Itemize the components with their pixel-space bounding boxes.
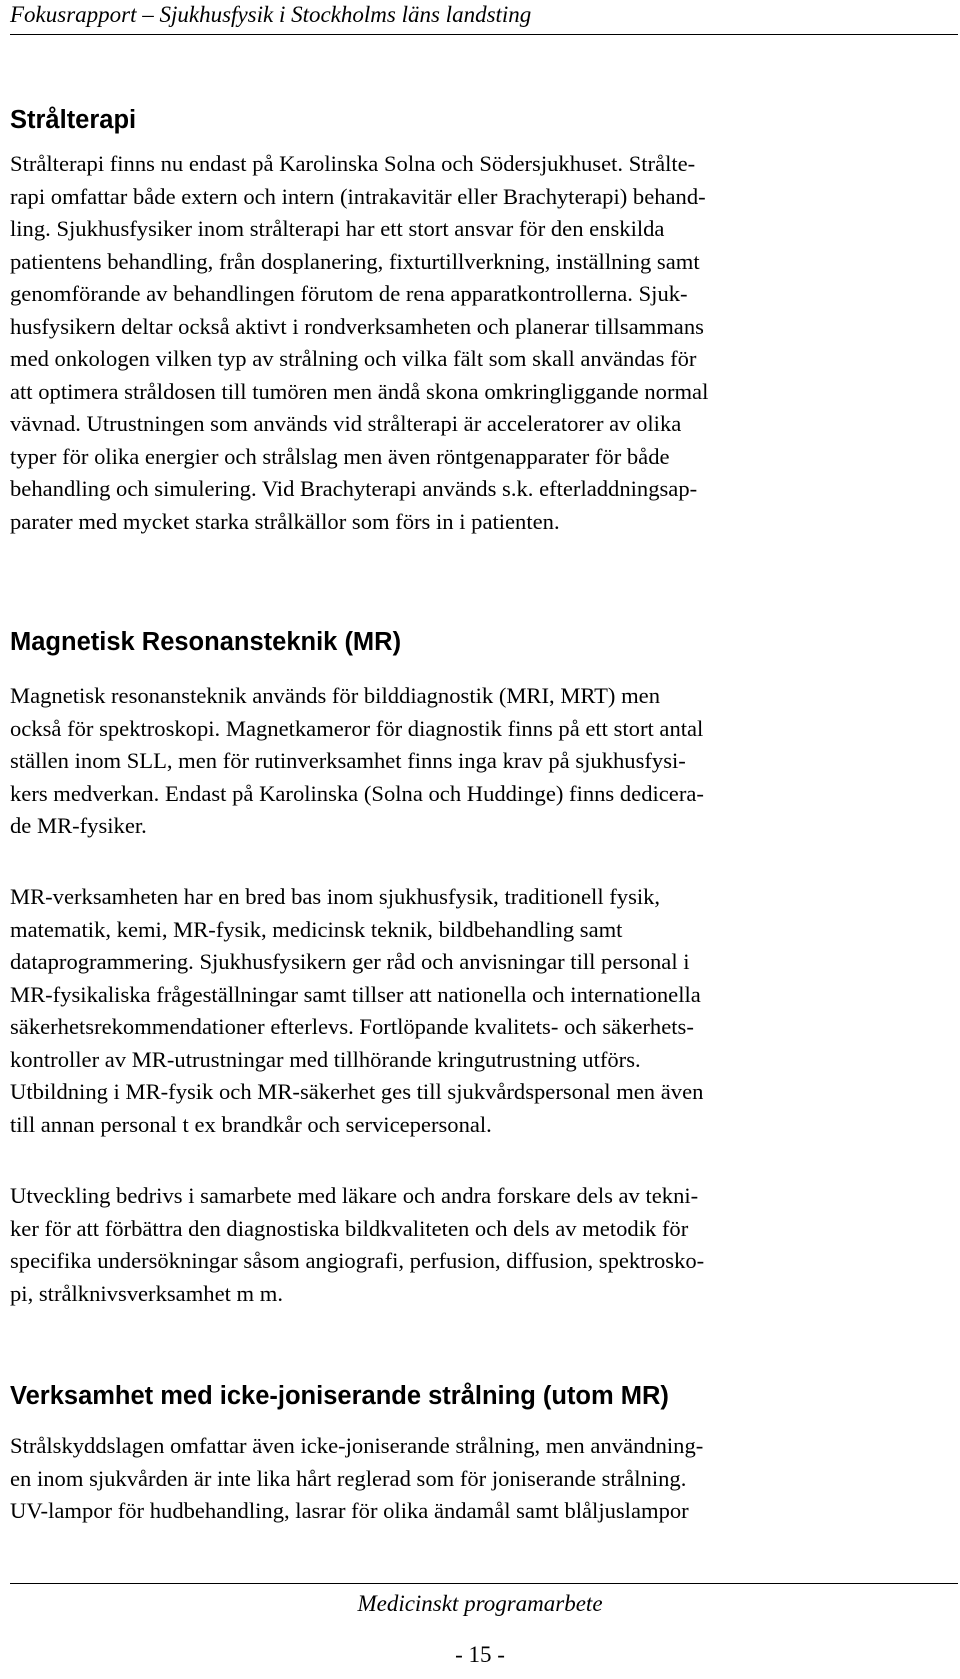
header-divider <box>10 34 958 35</box>
text-line: MR-verksamheten har en bred bas inom sjukhusfysik, traditionell fysik, <box>10 884 661 909</box>
text-line: behandling och simulering. Vid Brachyterapi används s.k. efterladdningsap- <box>10 476 698 501</box>
text-line: Magnetisk resonansteknik används för bilddiagnostik (MRI, MRT) men <box>10 683 661 708</box>
text-line: att optimera stråldosen till tumören men ändå skona omkringliggande normal <box>10 378 709 404</box>
text-line: vävnad. Utrustningen som används vid strålterapi är acceleratorer av olika <box>10 411 682 436</box>
text-line: med onkologen vilken typ av strålning och vilka fält som skall användas för <box>10 346 697 371</box>
text-line: ling. Sjukhusfysiker inom strålterapi har ett stort ansvar för den enskilda <box>10 216 665 241</box>
text-line: patientens behandling, från dosplanering, fixturtillverkning, inställning samt <box>10 248 700 274</box>
page-number: - 15 - <box>455 1642 505 1667</box>
paragraph-stralterapi <box>10 148 708 538</box>
text-line: de MR-fysiker. <box>10 813 147 838</box>
text-line: parater med mycket starka strålkällor som förs in i patienten. <box>10 508 560 534</box>
paragraph-icke-joniserande <box>10 1430 703 1528</box>
text-line: Strålskyddslagen omfattar även icke-joniserande strålning, men användning- <box>10 1433 704 1458</box>
text-line: en inom sjukvården är inte lika hårt reglerad som för joniserande strålning. <box>10 1465 687 1491</box>
footer-divider <box>10 1583 958 1584</box>
text-line: UV-lampor för hudbehandling, lasrar för olika ändamål samt blåljuslampor <box>10 1498 689 1523</box>
paragraph-mr-intro <box>10 680 704 843</box>
text-line: säkerhetsrekommendationer efterlevs. Fortlöpande kvalitets- och säkerhets- <box>10 1014 694 1039</box>
text-line: specifika undersökningar såsom angiografi, perfusion, diffusion, spektrosko- <box>10 1248 705 1273</box>
paragraph-mr-verksamhet <box>10 881 703 1141</box>
text-line: ker för att förbättra den diagnostiska bildkvaliteten och dels av metodik för <box>10 1215 689 1241</box>
text-line: kontroller av MR-utrustningar med tillhörande kringutrustning utförs. <box>10 1046 641 1072</box>
running-header: Fokusrapport – Sjukhusfysik i Stockholms läns landsting <box>10 2 532 27</box>
text-line: också för spektroskopi. Magnetkameror för diagnostik finns på ett stort antal <box>10 715 704 741</box>
text-line: Utbildning i MR-fysik och MR-säkerhet ges till sjukvårdspersonal men även <box>10 1079 704 1104</box>
section-heading-icke-joniserande: Verksamhet med icke-joniserande strålning (utom MR) <box>10 1382 669 1410</box>
text-line: MR-fysikaliska frågeställningar samt tillser att nationella och internationella <box>10 981 701 1007</box>
text-line: dataprogrammering. Sjukhusfysikern ger råd och anvisningar till personal i <box>10 949 690 974</box>
text-line: Strålterapi finns nu endast på Karolinska Solna och Södersjukhuset. Strålte- <box>10 151 696 176</box>
section-heading-mr: Magnetisk Resonansteknik (MR) <box>10 628 402 656</box>
text-line: matematik, kemi, MR-fysik, medicinsk teknik, bildbehandling samt <box>10 916 623 942</box>
text-line: husfysikern deltar också aktivt i rondverksamheten och planerar tillsammans <box>10 313 704 339</box>
text-line: kers medverkan. Endast på Karolinska (Solna och Huddinge) finns dedicera- <box>10 780 704 806</box>
text-line: Utveckling bedrivs i samarbete med läkare och andra forskare dels av tekni- <box>10 1183 699 1208</box>
section-heading-stralterapi: Strålterapi <box>10 106 137 134</box>
text-line: pi, strålknivsverksamhet m m. <box>10 1280 283 1306</box>
paragraph-mr-utveckling <box>10 1180 704 1310</box>
text-line: typer för olika energier och strålslag men även röntgenapparater för både <box>10 443 670 469</box>
running-footer: Medicinskt programarbete <box>357 1591 603 1616</box>
text-line: till annan personal t ex brandkår och servicepersonal. <box>10 1111 492 1137</box>
text-line: ställen inom SLL, men för rutinverksamhet finns inga krav på sjukhusfysi- <box>10 748 686 773</box>
text-line: rapi omfattar både extern och intern (intrakavitär eller Brachyterapi) behand- <box>10 183 706 209</box>
text-line: genomförande av behandlingen förutom de rena apparatkontrollerna. Sjuk- <box>10 281 688 306</box>
